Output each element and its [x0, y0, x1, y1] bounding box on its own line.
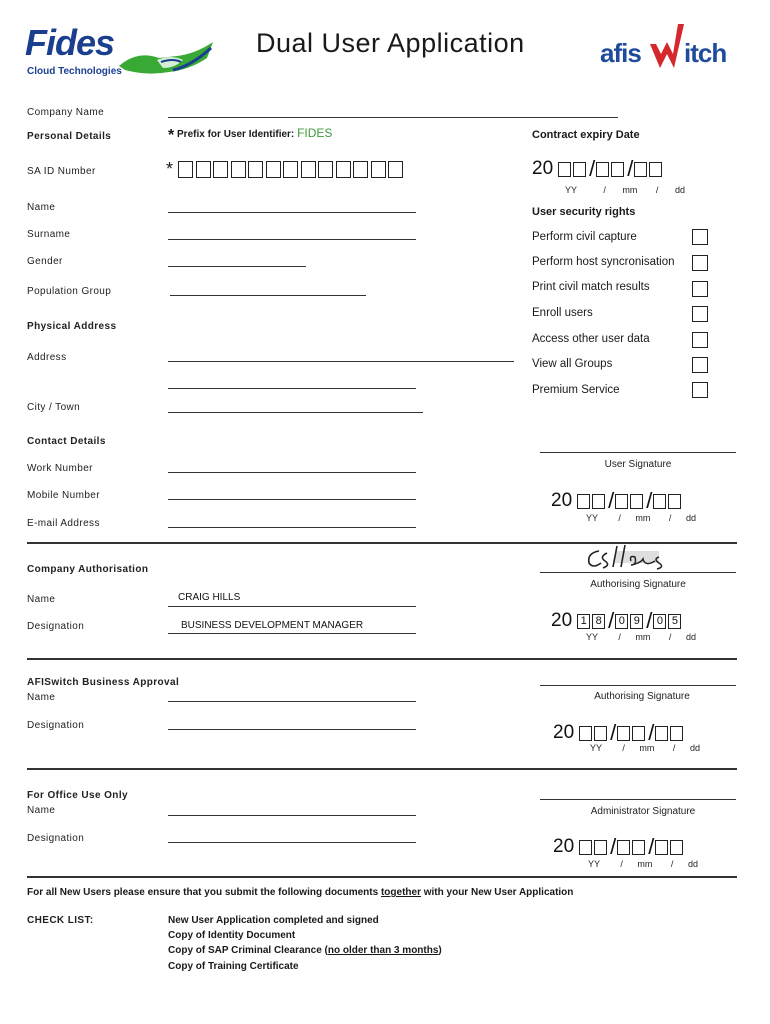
view-all-groups-checkbox[interactable] — [692, 357, 708, 373]
afis-designation-field[interactable] — [168, 729, 416, 730]
prefix-label: Prefix for User Identifier: — [177, 129, 295, 140]
company-auth-date-caption: YY / mm / dd — [586, 632, 696, 642]
population-group-field[interactable] — [170, 295, 366, 296]
sa-id-field[interactable] — [166, 159, 406, 180]
name-label: Name — [27, 202, 56, 213]
city-label: City / Town — [27, 402, 81, 413]
office-date-caption: YY / mm / dd — [588, 859, 698, 869]
personal-details-heading: Personal Details — [27, 131, 112, 142]
user-signature-date[interactable]: 20 / / — [551, 488, 683, 514]
authorising-signature-field[interactable] — [540, 572, 736, 573]
address-label: Address — [27, 352, 67, 363]
company-auth-name-label: Name — [27, 594, 56, 605]
office-designation-field[interactable] — [168, 842, 416, 843]
contract-date-caption: YY / mm / dd — [565, 185, 685, 195]
mobile-number-field[interactable] — [168, 499, 416, 500]
city-field[interactable] — [168, 412, 423, 413]
company-name-field[interactable] — [168, 117, 618, 118]
work-number-field[interactable] — [168, 472, 416, 473]
right-label: Perform civil capture — [532, 231, 637, 243]
contract-expiry-date[interactable]: 20 / / — [532, 156, 664, 182]
afis-name-field[interactable] — [168, 701, 416, 702]
fides-logo-subtitle: Cloud Technologies — [27, 66, 122, 77]
surname-field[interactable] — [168, 239, 416, 240]
company-auth-designation-field[interactable] — [168, 633, 416, 634]
right-label: Print civil match results — [532, 281, 650, 293]
checklist-item: Copy of Identity Document — [168, 930, 296, 941]
afis-signature-caption: Authorising Signature — [594, 691, 690, 702]
right-label: Access other user data — [532, 333, 650, 345]
afis-approval-date[interactable]: 20 / / — [553, 720, 685, 746]
work-number-label: Work Number — [27, 463, 93, 474]
checklist-item: Copy of Training Certificate — [168, 961, 299, 972]
afis-name-label: Name — [27, 692, 56, 703]
company-auth-designation-value: BUSINESS DEVELOPMENT MANAGER — [181, 620, 364, 631]
email-field[interactable] — [168, 527, 416, 528]
afis-date-caption: YY / mm / dd — [590, 743, 700, 753]
office-use-heading: For Office Use Only — [27, 790, 128, 801]
checklist-label: CHECK LIST: — [27, 915, 94, 926]
office-name-label: Name — [27, 805, 56, 816]
handshake-icon — [117, 36, 215, 82]
required-star: * — [166, 159, 174, 179]
page-title: Dual User Application — [256, 28, 525, 58]
afiswitch-approval-heading: AFISwitch Business Approval — [27, 677, 180, 688]
checklist-item: New User Application completed and signed — [168, 915, 379, 926]
right-label: Perform host syncronisation — [532, 256, 675, 268]
name-field[interactable] — [168, 212, 416, 213]
submission-note: For all New Users please ensure that you submit the following documents together with your New User Application — [27, 887, 574, 898]
prefix-row — [168, 126, 332, 145]
perform-host-sync-checkbox[interactable] — [692, 255, 708, 271]
access-other-user-data-checkbox[interactable] — [692, 332, 708, 348]
sa-id-label: SA ID Number — [27, 166, 96, 177]
address-field-2[interactable] — [168, 388, 416, 389]
contact-details-heading: Contact Details — [27, 436, 106, 447]
company-auth-designation-label: Designation — [27, 621, 85, 632]
gender-field[interactable] — [168, 266, 306, 267]
divider — [27, 658, 737, 660]
right-label: Enroll users — [532, 307, 593, 319]
divider — [27, 768, 737, 770]
company-auth-name-value: CRAIG HILLS — [178, 592, 241, 603]
premium-service-checkbox[interactable] — [692, 382, 708, 398]
print-civil-match-checkbox[interactable] — [692, 281, 708, 297]
company-name-label: Company Name — [27, 107, 105, 118]
mobile-number-label: Mobile Number — [27, 490, 101, 501]
authorising-signature-caption: Authorising Signature — [590, 579, 686, 590]
right-label: View all Groups — [532, 358, 613, 370]
user-signature-caption: User Signature — [604, 459, 672, 470]
fides-logo-text: Fides — [25, 22, 115, 63]
afiswitch-logo: afis itch — [600, 24, 725, 74]
office-designation-label: Designation — [27, 833, 85, 844]
email-label: E-mail Address — [27, 518, 100, 529]
administrator-signature-field[interactable] — [540, 799, 736, 800]
fides-logo — [25, 22, 215, 84]
handwritten-signature — [585, 543, 670, 573]
afis-signature-field[interactable] — [540, 685, 736, 686]
security-rights-heading: User security rights — [532, 206, 636, 218]
checklist-item: Copy of SAP Criminal Clearance (no older than 3 months) — [168, 945, 442, 956]
user-signature-field[interactable] — [540, 452, 736, 453]
enroll-users-checkbox[interactable] — [692, 306, 708, 322]
physical-address-heading: Physical Address — [27, 321, 117, 332]
switch-w-icon — [648, 24, 686, 70]
contract-expiry-heading: Contract expiry Date — [532, 129, 640, 141]
divider — [27, 876, 737, 878]
address-field-1[interactable] — [168, 361, 514, 362]
surname-label: Surname — [27, 229, 71, 240]
gender-label: Gender — [27, 256, 63, 267]
population-group-label: Population Group — [27, 286, 112, 297]
perform-civil-capture-checkbox[interactable] — [692, 229, 708, 245]
user-date-caption: YY / mm / dd — [586, 513, 696, 523]
company-authorisation-heading: Company Authorisation — [27, 564, 149, 575]
office-date[interactable]: 20 / / — [553, 834, 685, 860]
prefix-value: FIDES — [297, 126, 333, 140]
required-star: * — [168, 127, 175, 144]
company-auth-name-field[interactable] — [168, 606, 416, 607]
company-auth-date[interactable]: 20 1 8 / 0 9 / 0 5 — [551, 608, 683, 634]
right-label: Premium Service — [532, 384, 620, 396]
office-name-field[interactable] — [168, 815, 416, 816]
administrator-signature-caption: Administrator Signature — [590, 806, 696, 817]
afis-designation-label: Designation — [27, 720, 85, 731]
